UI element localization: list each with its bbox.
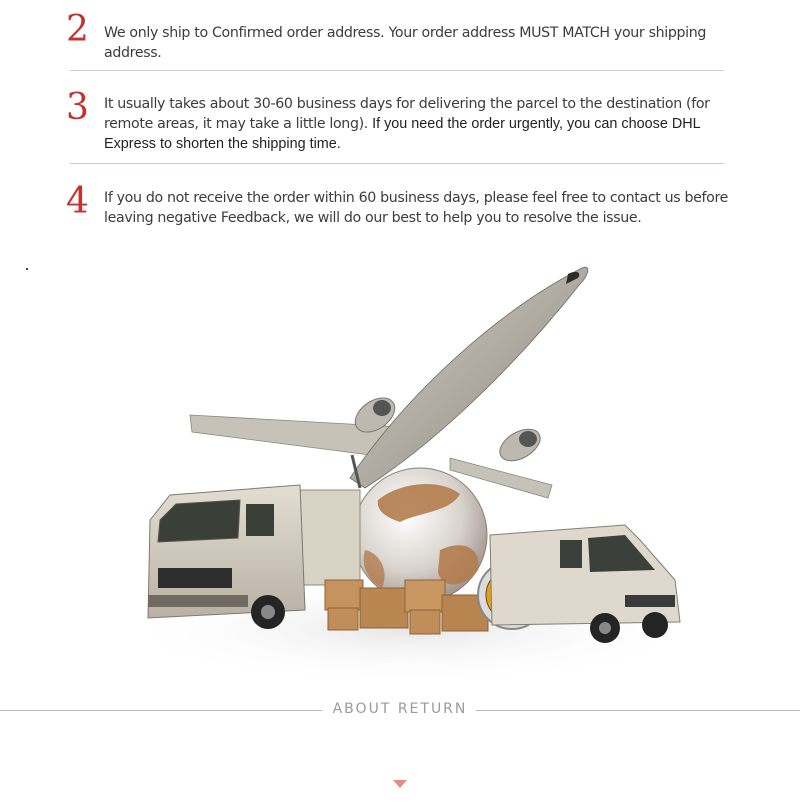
step-text [104,94,740,154]
step-text [104,23,740,63]
divider [70,163,724,164]
shipping-illustration [120,250,690,690]
step-text-regular: We only ship to Confirmed order address. Your order address MUST MATCH your shipping address. [104,25,707,61]
divider [70,70,724,71]
step-text [104,188,740,228]
section-divider-left [0,710,322,711]
airplane [190,267,588,498]
down-arrow-icon [393,780,407,788]
step-text-regular: It usually takes about 30-60 business days for delivering the parcel to the destination (for remote areas, it may take a little long). [104,96,710,132]
step-number: 2 [66,9,89,50]
step-text-regular: If you do not receive the order within 60 business days, please feel free to contact us before leaving negative Feedback, we will do our best to help you to resolve the issue. [104,190,729,226]
section-title: ABOUT RETURN [332,701,468,717]
stray-dot [26,268,28,270]
section-divider-right [476,710,800,711]
step-text-emphasis: If you need the order urgently, you can choose DHL Express to shorten the shipping time. [104,116,701,152]
step-number: 3 [66,87,89,128]
step-number: 4 [66,181,89,222]
